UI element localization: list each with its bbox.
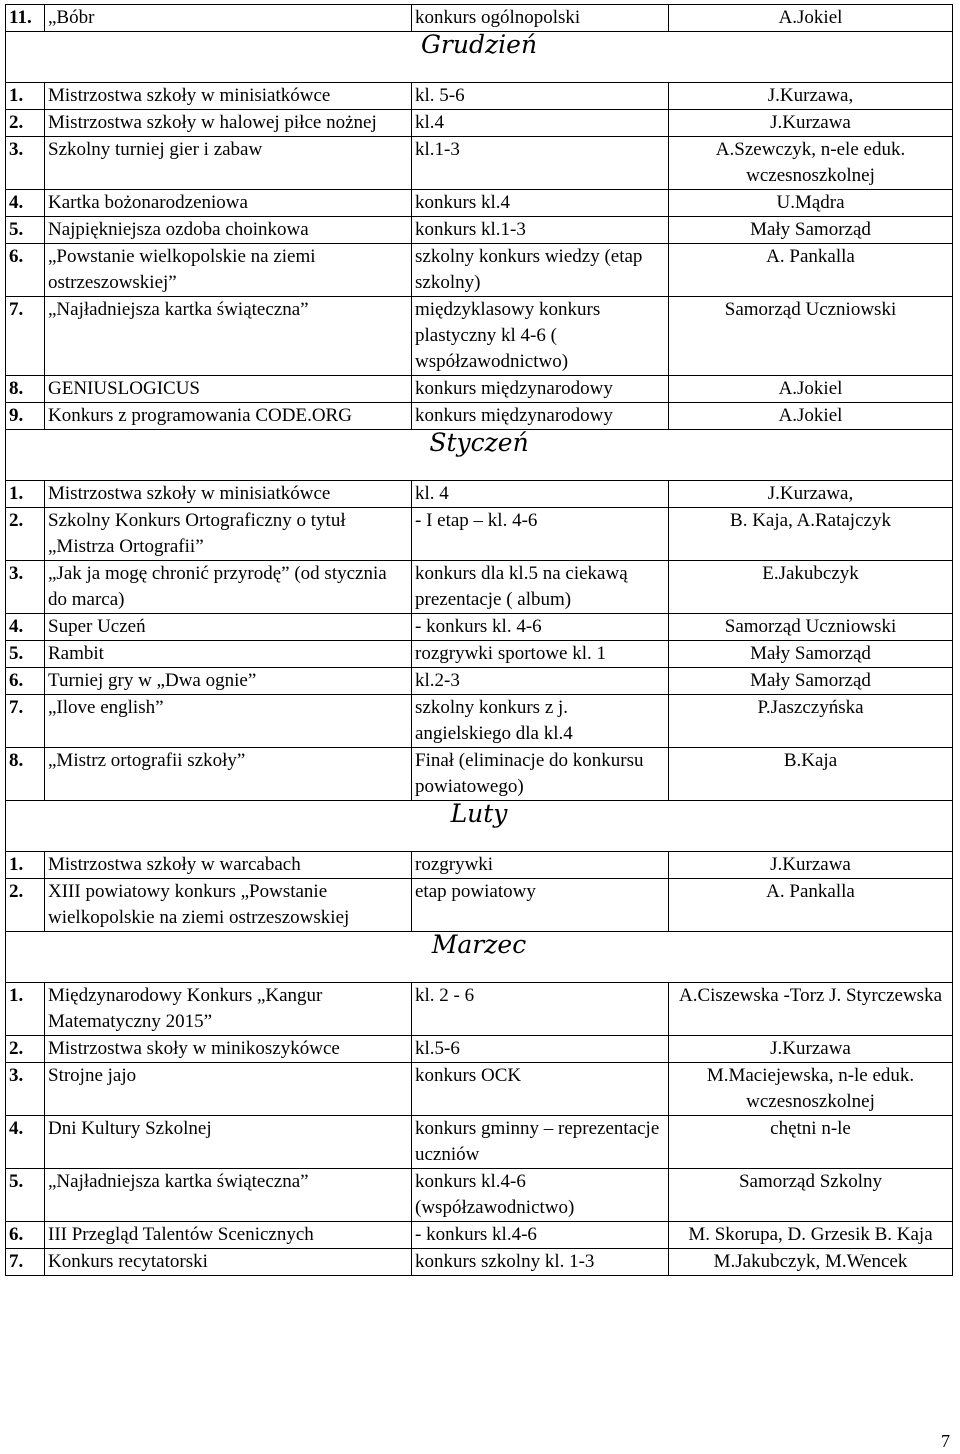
event-owner: P.Jaszczyńska [669, 695, 953, 748]
event-owner: A.Szewczyk, n-ele eduk. wczesnoszkolnej [669, 137, 953, 190]
row-number: 1. [6, 481, 45, 508]
event-name: Mistrzostwa szkoły w minisiatkówce [45, 481, 412, 508]
event-name: Konkurs recytatorski [45, 1249, 412, 1276]
event-type: międzyklasowy konkurs plastyczny kl 4-6 ( współzawodnictwo) [412, 297, 669, 376]
event-owner: E.Jakubczyk [669, 561, 953, 614]
event-row [6, 1116, 953, 1169]
event-row [6, 561, 953, 614]
event-name: Strojne jajo [45, 1063, 412, 1116]
event-owner: Samorząd Szkolny [669, 1169, 953, 1222]
row-number: 8. [6, 376, 45, 403]
event-name: XIII powiatowy konkurs „Powstanie wielkopolskie na ziemi ostrzeszowskiej [45, 879, 412, 932]
event-row [6, 190, 953, 217]
page-number: 7 [941, 1431, 950, 1451]
row-number: 4. [6, 614, 45, 641]
event-owner: A.Jokiel [669, 5, 953, 32]
event-type: konkurs kl.1-3 [412, 217, 669, 244]
month-heading: Luty [6, 801, 953, 852]
event-type: konkurs OCK [412, 1063, 669, 1116]
event-row [6, 297, 953, 376]
event-row [6, 695, 953, 748]
row-number: 11. [6, 5, 45, 32]
schedule-page [5, 4, 953, 1276]
event-owner: Samorząd Uczniowski [669, 297, 953, 376]
event-type: konkurs kl.4-6 (współzawodnictwo) [412, 1169, 669, 1222]
event-row [6, 481, 953, 508]
event-type: etap powiatowy [412, 879, 669, 932]
event-name: III Przegląd Talentów Scenicznych [45, 1222, 412, 1249]
row-number: 7. [6, 695, 45, 748]
row-number: 7. [6, 1249, 45, 1276]
event-name: „Jak ja mogę chronić przyrodę” (od stycznia do marca) [45, 561, 412, 614]
row-number: 2. [6, 879, 45, 932]
event-name: Kartka bożonarodzeniowa [45, 190, 412, 217]
event-name: „Mistrz ortografii szkoły” [45, 748, 412, 801]
row-number: 8. [6, 748, 45, 801]
event-owner: J.Kurzawa, [669, 481, 953, 508]
event-row [6, 983, 953, 1036]
event-type: kl.2-3 [412, 668, 669, 695]
event-owner: Mały Samorząd [669, 217, 953, 244]
row-number: 5. [6, 217, 45, 244]
events-table [5, 4, 953, 1276]
month-heading: Styczeń [6, 430, 953, 481]
event-row [6, 1063, 953, 1116]
event-owner: A.Jokiel [669, 403, 953, 430]
event-row [6, 376, 953, 403]
row-number: 6. [6, 1222, 45, 1249]
event-owner: A. Pankalla [669, 244, 953, 297]
row-number: 1. [6, 83, 45, 110]
event-type: kl.5-6 [412, 1036, 669, 1063]
event-row [6, 1222, 953, 1249]
row-number: 7. [6, 297, 45, 376]
month-header-row [6, 430, 953, 481]
event-name: Międzynarodowy Konkurs „Kangur Matematyczny 2015” [45, 983, 412, 1036]
row-number: 4. [6, 1116, 45, 1169]
event-row [6, 1169, 953, 1222]
event-type: rozgrywki [412, 852, 669, 879]
event-owner: M.Maciejewska, n-le eduk. wczesnoszkolnej [669, 1063, 953, 1116]
event-type: - konkurs kl.4-6 [412, 1222, 669, 1249]
row-number: 2. [6, 508, 45, 561]
event-owner: M.Jakubczyk, M.Wencek [669, 1249, 953, 1276]
event-type: Finał (eliminacje do konkursu powiatowego) [412, 748, 669, 801]
event-name: „Ilove english” [45, 695, 412, 748]
event-row [6, 668, 953, 695]
row-number: 6. [6, 668, 45, 695]
event-row [6, 137, 953, 190]
event-owner: J.Kurzawa [669, 852, 953, 879]
event-type: - I etap – kl. 4-6 [412, 508, 669, 561]
event-type: konkurs szkolny kl. 1-3 [412, 1249, 669, 1276]
event-row [6, 641, 953, 668]
event-row [6, 403, 953, 430]
event-name: Szkolny turniej gier i zabaw [45, 137, 412, 190]
row-number: 6. [6, 244, 45, 297]
event-row [6, 879, 953, 932]
event-owner: U.Mądra [669, 190, 953, 217]
month-header-row [6, 32, 953, 83]
row-number: 2. [6, 110, 45, 137]
event-owner: B.Kaja [669, 748, 953, 801]
event-type: konkurs międzynarodowy [412, 403, 669, 430]
event-type: rozgrywki sportowe kl. 1 [412, 641, 669, 668]
event-name: „Najładniejsza kartka świąteczna” [45, 1169, 412, 1222]
event-row [6, 614, 953, 641]
event-name: „Powstanie wielkopolskie na ziemi ostrzeszowskiej” [45, 244, 412, 297]
event-name: GENIUSLOGICUS [45, 376, 412, 403]
event-owner: A. Pankalla [669, 879, 953, 932]
event-name: Szkolny Konkurs Ortograficzny o tytuł „Mistrza Ortografii” [45, 508, 412, 561]
event-type: kl.4 [412, 110, 669, 137]
row-number: 1. [6, 983, 45, 1036]
row-number: 2. [6, 1036, 45, 1063]
row-number: 5. [6, 641, 45, 668]
event-owner: A.Ciszewska -Torz J. Styrczewska [669, 983, 953, 1036]
event-type: kl. 2 - 6 [412, 983, 669, 1036]
event-row [6, 217, 953, 244]
month-header-row [6, 932, 953, 983]
event-type: kl.1-3 [412, 137, 669, 190]
event-type: kl. 5-6 [412, 83, 669, 110]
month-heading: Marzec [6, 932, 953, 983]
event-name: „Bóbr [45, 5, 412, 32]
event-type: kl. 4 [412, 481, 669, 508]
event-owner: Samorząd Uczniowski [669, 614, 953, 641]
event-owner: Mały Samorząd [669, 641, 953, 668]
event-type: - konkurs kl. 4-6 [412, 614, 669, 641]
event-name: Turniej gry w „Dwa ognie” [45, 668, 412, 695]
event-name: Konkurs z programowania CODE.ORG [45, 403, 412, 430]
event-name: Najpiękniejsza ozdoba choinkowa [45, 217, 412, 244]
event-name: Dni Kultury Szkolnej [45, 1116, 412, 1169]
event-owner: J.Kurzawa [669, 110, 953, 137]
row-number: 3. [6, 1063, 45, 1116]
event-row [6, 1249, 953, 1276]
event-owner: Mały Samorząd [669, 668, 953, 695]
row-number: 4. [6, 190, 45, 217]
event-owner: J.Kurzawa, [669, 83, 953, 110]
event-row [6, 5, 953, 32]
row-number: 1. [6, 852, 45, 879]
event-row [6, 852, 953, 879]
event-owner: M. Skorupa, D. Grzesik B. Kaja [669, 1222, 953, 1249]
event-name: Mistrzostwa skoły w minikoszykówce [45, 1036, 412, 1063]
event-name: Super Uczeń [45, 614, 412, 641]
event-row [6, 110, 953, 137]
event-type: szkolny konkurs wiedzy (etap szkolny) [412, 244, 669, 297]
month-header-row [6, 801, 953, 852]
event-type: konkurs ogólnopolski [412, 5, 669, 32]
event-name: Rambit [45, 641, 412, 668]
event-owner: B. Kaja, A.Ratajczyk [669, 508, 953, 561]
event-type: konkurs gminny – reprezentacje uczniów [412, 1116, 669, 1169]
event-row [6, 83, 953, 110]
event-name: Mistrzostwa szkoły w warcabach [45, 852, 412, 879]
event-type: konkurs dla kl.5 na ciekawą prezentacje ( album) [412, 561, 669, 614]
event-row [6, 244, 953, 297]
event-type: konkurs międzynarodowy [412, 376, 669, 403]
row-number: 5. [6, 1169, 45, 1222]
row-number: 3. [6, 561, 45, 614]
event-type: konkurs kl.4 [412, 190, 669, 217]
event-name: Mistrzostwa szkoły w minisiatkówce [45, 83, 412, 110]
event-row [6, 1036, 953, 1063]
event-name: „Najładniejsza kartka świąteczna” [45, 297, 412, 376]
event-owner: A.Jokiel [669, 376, 953, 403]
event-row [6, 508, 953, 561]
event-owner: J.Kurzawa [669, 1036, 953, 1063]
event-type: szkolny konkurs z j. angielskiego dla kl.4 [412, 695, 669, 748]
row-number: 3. [6, 137, 45, 190]
event-name: Mistrzostwa szkoły w halowej piłce nożnej [45, 110, 412, 137]
month-heading: Grudzień [6, 32, 953, 83]
row-number: 9. [6, 403, 45, 430]
event-owner: chętni n-le [669, 1116, 953, 1169]
event-row [6, 748, 953, 801]
